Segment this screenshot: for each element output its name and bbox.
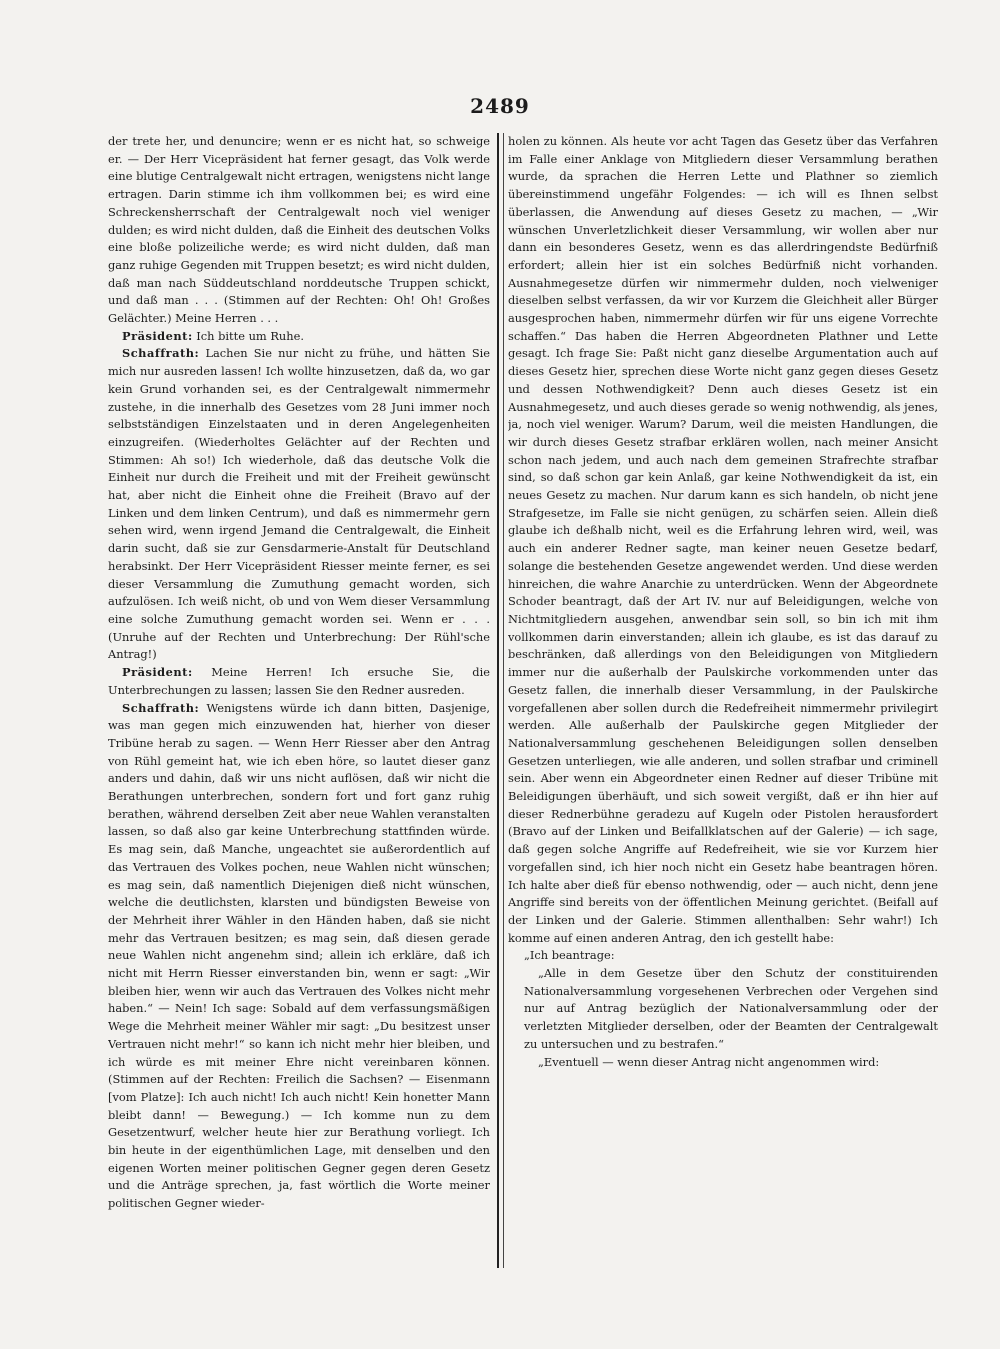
left-column (108, 133, 490, 1263)
speech-text: Wenigstens würde ich dann bitten, Dasjenige, was man gegen mich einzuwenden hat, hierher von dieser Tribüne herab zu sagen. — Wenn Herr Riesser aber den Antrag von Rühl gemeint hat, wie ich eben höre, so lautet dieser ganz anders und dahin, daß wir uns nicht auflösen, daß wir nicht die Berathungen unterbrechen, sondern fort und fort ganz ruhig berathen, während derselben Zeit aber neue Wahlen veranstalten lassen, so daß also gar keine Unterbrechung stattfinden würde. Es mag sein, daß Manche, ungeachtet sie außerordentlich auf das Vertrauen des Volkes pochen, neue Wahlen nicht wünschen; es mag sein, daß namentlich Diejenigen dieß nicht wünschen, welche die deutlichsten, klarsten und bündigsten Beweise von der Mehrheit ihrer Wähler in den Händen haben, daß sie nicht mehr das Vertrauen besitzen; es mag sein, daß diesen gerade neue Wahlen nicht angenehm sind; allein ich erkläre, daß ich nicht mit Herrn Riesser einverstanden bin, wenn er sagt: „Wir bleiben hier, wenn wir auch das Vertrauen des Volkes nicht mehr haben.“ — Nein! Ich sage: Sobald auf dem verfassungsmäßigen Wege die Mehrheit meiner Wähler mir sagt: „Du besitzest unser Vertrauen nicht mehr!“ so kann ich nicht mehr hier bleiben, und ich würde es mit meiner Ehre nicht vereinbaren können. (Stimmen auf der Rechten: Freilich die Sachsen? — Eisenmann [vom Platze]: Ich auch nicht! Ich auch nicht! Kein honetter Mann bleibt dann! — Bewegung.) — Ich komme nun zu dem Gesetzentwurf, welcher heute hier zur Berathung vorliegt. Ich bin heute in der eigenthümlichen Lage, mit denselben und den eigenen Worten meiner politischen Gegner gegen deren Gesetz und die Anträge sprechen, ja, fast wörtlich die Worte meiner politischen Gegner wieder- (108, 700, 490, 1211)
paragraph (108, 700, 490, 1213)
paragraph: holen zu können. Als heute vor acht Tagen das Gesetz über das Verfahren im Falle einer Anklage von Mitgliedern dieser Versammlung berathen wurde, da sprachen die Herren Lette und Plathner so ziemlich übereinstimmend ungefähr Folgendes: — ich will es Ihnen selbst überlassen, die Anwendung auf dieses Gesetz zu machen, — „Wir wünschen Unverletzlichkeit dieser Versammlung, wir wollen aber nur dann ein besonderes Gesetz, wenn es das allerdringendste Bedürfniß erfordert; allein hier ist ein solches Bedürfniß nicht vorhanden. Ausnahmegesetze dürfen wir nimmermehr dulden, noch vielweniger dieselben selbst verfassen, da wir vor Kurzem die Gleichheit aller Bürger ausgesprochen haben, nimmermehr dürfen wir für uns eigene Vorrechte schaffen.“ Das haben die Herren Abgeordneten Plathner und Lette gesagt. Ich frage Sie: Paßt nicht ganz dieselbe Argumentation auch auf dieses Gesetz hier, sprechen diese Worte nicht ganz gegen dieses Gesetz und dessen Nothwendigkeit? Denn auch dieses Gesetz ist ein Ausnahmegesetz, und auch dieses gerade so wenig nothwendig, als jenes, ja, noch viel weniger. Warum? Darum, weil die meisten Handlungen, die wir durch dieses Gesetz strafbar erklären wollen, nach meiner Ansicht schon nach jedem, und auch nach dem gemeinen Strafrechte strafbar sind, so daß schon gar kein Anlaß, gar keine Nothwendigkeit da ist, ein neues Gesetz zu machen. Nur darum kann es sich handeln, ob nicht jene Strafgesetze, im Falle sie nicht genügen, zu schärfen seien. Allein dieß glaube ich deßhalb nicht, weil es die Erfahrung lehren wird, weil, was auch ein anderer Redner sagte, man keiner neuen Gesetze bedarf, solange die bestehenden Gesetze angewendet werden. Und diese werden hinreichen, die wahre Anarchie zu unterdrücken. Wenn der Abgeordnete Schoder beantragt, daß der Art IV. nur auf Beleidigungen, welche von Nichtmitgliedern ausgehen, anwendbar sein soll, so bin ich mit ihm vollkommen darin einverstanden; allein ich glaube, es ist das darauf zu beschränken, daß allerdings von den Beleidigungen von Mitgliedern immer nur die außerhalb der Paulskirche vorkommenden unter das Gesetz fallen, die innerhalb dieser Versammlung, in der Paulskirche vorgefallenen aber sollen durch die Redefreiheit nimmermehr privilegirt werden. Alle außerhalb der Paulskirche gegen Mitglieder der Nationalversammlung geschehenen Beleidigungen sollen denselben Gesetzen unterliegen, wie alle anderen, und sollen strafbar und criminell sein. Aber wenn ein Abgeordneter einen Redner auf dieser Tribüne mit Beleidigungen überhäuft, und sich soweit vergißt, daß er ihn hier auf dieser Rednerbühne geradezu auf Kugeln oder Pistolen herausfordert (Bravo auf der Linken und Beifallklatschen auf der Galerie) — ich sage, daß gegen solche Angriffe auf Redefreiheit, wie sie vor Kurzem hier vorgefallen sind, ich hier noch nicht ein Gesetz habe beantragen hören. Ich halte aber dieß für ebenso nothwendig, oder — auch nicht, denn jene Angriffe sind bereits von der öffentlichen Meinung gerichtet. (Beifall auf der Linken und der Galerie. Stimmen allenthalben: Sehr wahr!) Ich komme auf einen anderen Antrag, den ich gestellt habe: (508, 134, 938, 945)
paragraph (108, 345, 490, 664)
speech-text: Meine Herren! Ich ersuche Sie, die Unterbrechungen zu lassen; lassen Sie den Redner ausreden. (108, 665, 490, 697)
right-column (508, 133, 938, 1263)
page-number: 2489 (470, 94, 530, 118)
speaker-name: Präsident: (122, 328, 193, 343)
paragraph (108, 664, 490, 699)
motion-alternative: „Eventuell — wenn dieser Antrag nicht angenommen wird: (538, 1054, 880, 1069)
motion-heading: „Ich beantrage: (524, 948, 615, 963)
speaker-name: Präsident: (122, 665, 193, 680)
speech-text: Lachen Sie nur nicht zu frühe, und hätten Sie mich nur ausreden lassen! Ich wollte hinzusetzen, daß da, wo gar kein Grund vorhanden sei, es der Centralgewalt nimmermehr zustehe, in die innerhalb des Gesetzes vom 28 Juni immer noch selbstständigen Einzelstaaten und in deren Angelegenheiten einzugreifen. (Wiederholtes Gelächter auf der Rechten und Stimmen: Ah so!) Ich wiederhole, daß das deutsche Volk die Einheit nur durch die Freiheit und mit der Freiheit gewünscht hat, aber nicht die Einheit ohne die Freiheit (Bravo auf der Linken und dem linken Centrum), und daß es nimmermehr gern sehen wird, wenn irgend Jemand die Centralgewalt, die Einheit darin sucht, daß sie zur Gensdarmerie-Anstalt für Deutschland herabsinkt. Der Herr Vicepräsident Riesser meinte ferner, es sei dieser Versammlung die Zumuthung gemacht worden, sich aufzulösen. Ich weiß nicht, ob und von Wem dieser Versammlung eine solche Zumuthung gemacht worden sei. Wenn er . . . (Unruhe auf der Rechten und Unterbrechung: Der Rühl'sche Antrag!) (108, 346, 490, 662)
speech-text: Ich bitte um Ruhe. (196, 328, 304, 343)
speaker-name: Schaffrath: (122, 346, 200, 361)
speaker-name: Schaffrath: (122, 700, 200, 715)
paragraph (108, 328, 490, 346)
motion-text: „Alle in dem Gesetze über den Schutz der constituirenden Nationalversammlung vorgesehenen Verbrechen oder Vergehen sind nur auf Antrag bezüglich der Nationalversammlung oder der verletzten Mitglieder derselben, oder der Beamten der Centralgewalt zu untersuchen und zu bestrafen.“ (524, 966, 938, 1051)
paragraph: der trete her, und denuncire; wenn er es nicht hat, so schweige er. — Der Herr Vicepräsident hat ferner gesagt, das Volk werde eine blutige Centralgewalt nicht ertragen, wenigstens nicht lange ertragen. Darin stimme ich ihm vollkommen bei; es wird eine Schreckensherrschaft der Centralgewalt noch viel weniger dulden; es wird nicht dulden, daß die Einheit des deutschen Volks eine bloße polizeiliche werde; es wird nicht dulden, daß man ganz ruhige Gegenden mit Truppen besetzt; es wird nicht dulden, daß man nach Süddeutschland norddeutsche Truppen schickt, und daß man . . . (Stimmen auf der Rechten: Oh! Oh! Großes Gelächter.) Meine Herren . . . (108, 134, 490, 326)
column-divider (497, 133, 504, 1268)
